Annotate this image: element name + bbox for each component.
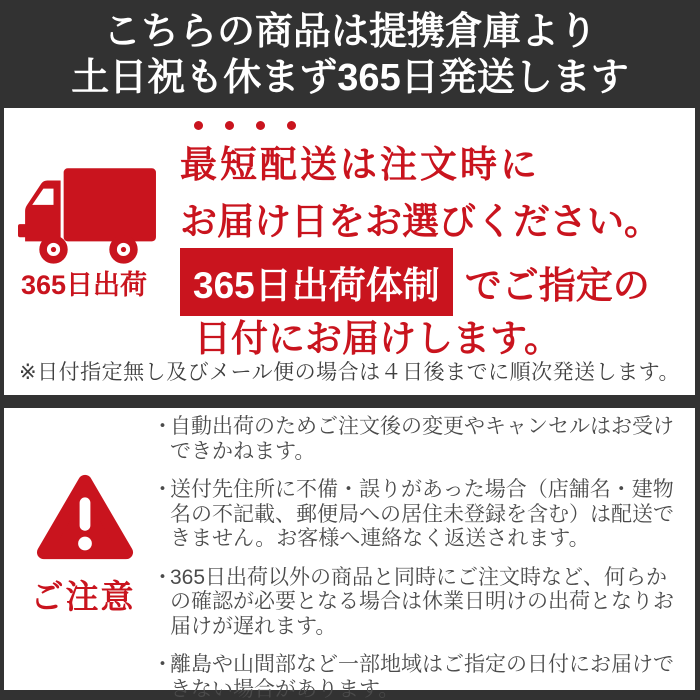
emphasis-dot — [287, 121, 296, 130]
caution-panel — [4, 408, 695, 700]
caution-bullet-text: 365日出荷以外の商品と同時にご注文時など、何らかの確認が必要となる場合は休業日明けの出荷となりお届けが遅れます。 — [170, 565, 674, 638]
highlight-badge: 365日出荷体制 — [180, 248, 453, 316]
caution-bullet-4 — [152, 653, 683, 700]
shipping-heading-line-2: お届け日をお選びください。 — [180, 201, 661, 242]
emphasis-dot — [225, 121, 234, 130]
bullet-marker: ・ — [152, 478, 173, 501]
emphasis-dot — [256, 121, 265, 130]
warning-triangle-icon — [30, 468, 140, 568]
top-banner — [0, 0, 700, 108]
truck-icon — [18, 166, 158, 270]
banner-line-2: 土日祝も休まず365日発送します — [71, 57, 629, 99]
truck-label: 365日出荷 — [20, 270, 148, 300]
caution-label: ご注意 — [30, 578, 136, 615]
emphasis-dots — [194, 121, 296, 130]
caution-bullet-text: 送付先住所に不備・誤りがあった場合（店舗名・建物名の不記載、郵便局への居住未登録を含む）は配送できません。お客様へ連絡なく返送されます。 — [170, 478, 674, 550]
after-highlight-text: でご指定の — [464, 265, 650, 306]
shipping-heading-line-3 — [180, 248, 650, 316]
caution-bullet-list — [152, 415, 683, 700]
shipping-note: ※日付指定無し及びメール便の場合は４日後までに順次発送します。 — [19, 361, 680, 384]
banner-line-1: こちらの商品は提携倉庫より — [102, 11, 597, 53]
shipping-heading-line-4: 日付にお届けします。 — [194, 318, 562, 359]
caution-bullet-text: 自動出荷のためご注文後の変更やキャンセルはお受けできかねます。 — [170, 415, 674, 463]
shipping-panel — [4, 108, 695, 395]
bullet-marker: ・ — [152, 653, 173, 676]
caution-bullet-1 — [152, 415, 683, 464]
emphasis-dot — [194, 121, 203, 130]
bullet-marker: ・ — [152, 565, 173, 589]
bullet-marker: ・ — [152, 415, 173, 438]
caution-bullet-2 — [152, 478, 683, 552]
caution-bullet-3 — [152, 566, 683, 640]
shipping-heading-line-1: 最短配送は注文時に — [180, 144, 540, 185]
caution-bullet-text: 離島や山間部など一部地域はご指定の日付にお届けできない場合があります。 — [170, 653, 674, 700]
